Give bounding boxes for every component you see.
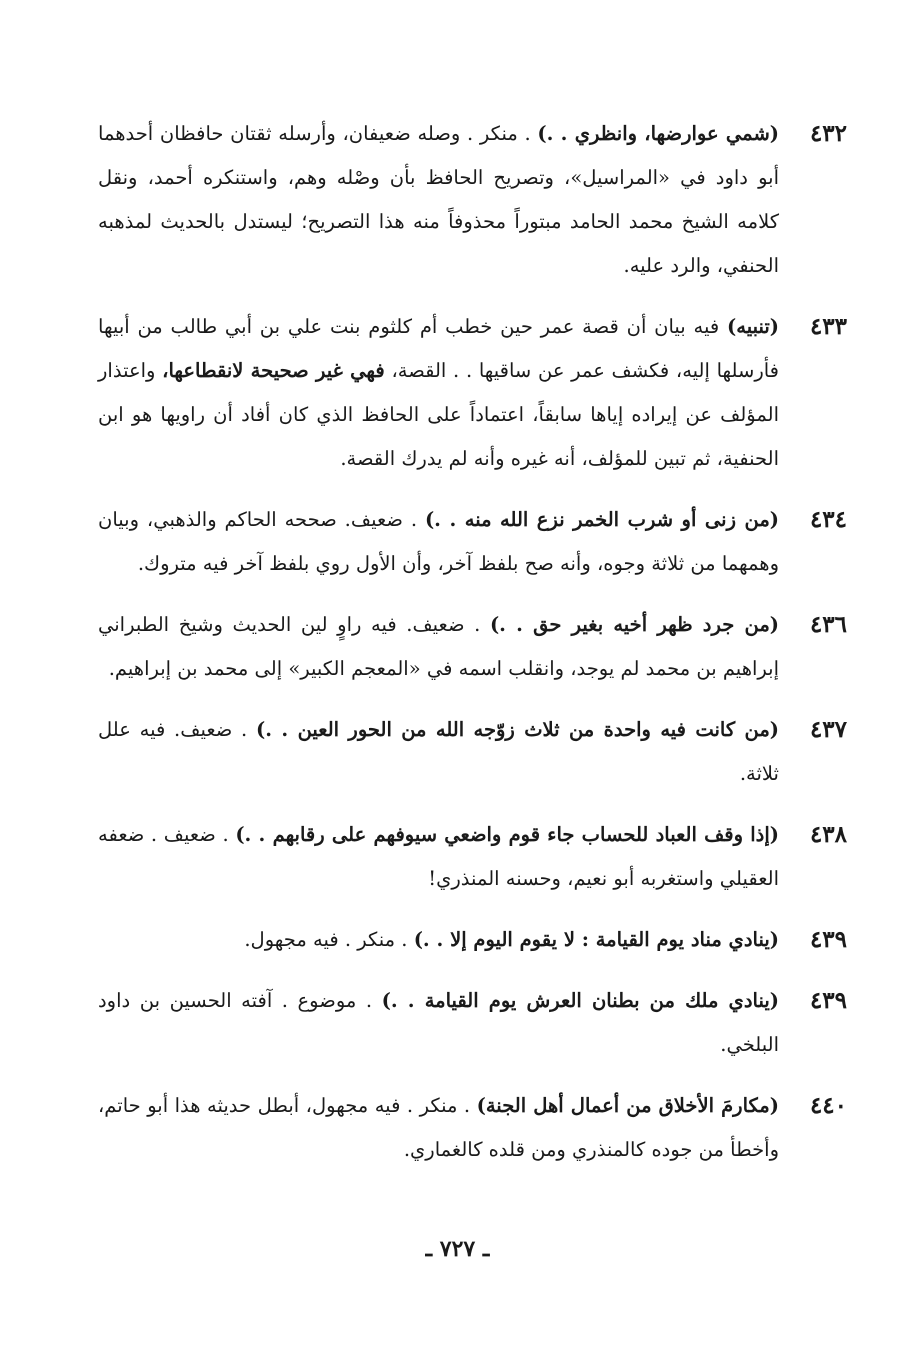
entry-text: [98, 918, 779, 962]
hadith-title: (إذا وقف العباد للحساب جاء قوم واضعي سيوفهم على رقابهم . .): [235, 823, 780, 846]
entry-body: . منكر . فيه مجهول.: [244, 928, 408, 951]
page-number: ـ ٧٢٧ ـ: [425, 1236, 490, 1262]
entry-440: [98, 1084, 847, 1172]
entry-number: ٤٣٨: [809, 821, 847, 848]
entry-text: [98, 979, 779, 1067]
entry-432: [98, 112, 847, 288]
entry-body-continued: واعتذار المؤلف عن إيراده إياها سابقاً، اعتماداً على الحافظ الذي كان أفاد أن راويها هو ابن الحنفية، ثم تبين للمؤلف، أنه غيره وأنه لم يدرك القصة.: [98, 359, 779, 470]
entry-438: [98, 813, 847, 901]
entry-439a: [98, 918, 847, 962]
page-content: [98, 112, 847, 1189]
entry-437: [98, 708, 847, 796]
hadith-title: (تنبيه): [727, 315, 780, 338]
hadith-title: (من جرد ظهر أخيه بغير حق . .): [489, 613, 779, 636]
entry-439b: [98, 979, 847, 1067]
entry-number: ٤٣٩: [809, 926, 847, 953]
entry-body: . ضعيف . ضعفه العقيلي واستغربه أبو نعيم، وحسنه المنذري!: [98, 823, 779, 890]
entry-body: . ضعيف. صححه الحاكم والذهبي، وبيان وهمهما من ثلاثة وجوه، وأنه صح بلفظ آخر، وأن الأول روي بلفظ آخر فيه متروك.: [98, 508, 779, 575]
entry-number: ٤٣٩: [809, 987, 847, 1014]
entry-text: [98, 813, 779, 901]
entry-433: [98, 305, 847, 481]
entry-body: . ضعيف. فيه راوٍ لين الحديث وشيخ الطبراني إبراهيم بن محمد لم يوجد، وانقلب اسمه في «المعجم الكبير» إلى محمد بن إبراهيم.: [98, 613, 779, 680]
entry-text: [98, 708, 779, 796]
entry-bold-phrase: فهي غير صحيحة لانقطاعها،: [162, 359, 385, 382]
hadith-title: (من كانت فيه واحدة من ثلاث زوّجه الله من الحور العين . .): [256, 718, 780, 741]
hadith-title: (مكارمَ الأخلاق من أعمال أهل الجنة): [476, 1094, 779, 1117]
entry-text: [98, 112, 779, 288]
entry-number: ٤٤٠: [809, 1092, 847, 1119]
entry-text: [98, 305, 779, 481]
entry-number: ٤٣٧: [809, 716, 847, 743]
entry-body: فيه بيان أن قصة عمر حين خطب أم كلثوم بنت علي بن أبي طالب من أبيها فأرسلها إليه، فكشف عمر عن ساقيها . . القصة،: [98, 315, 780, 382]
hadith-title: (شمي عوارضها، وانظري . .): [537, 122, 780, 145]
entry-body: . منكر . وصله ضعيفان، وأرسله ثقتان حافظان أحدهما أبو داود في «المراسيل»، وتصريح الحافظ بأن وصْله وهم، واستنكره أحمد، ونقل كلامه الشيخ محمد الحامد مبتوراً محذوفاً منه هذا التصريح؛ ليستدل بالحديث لمذهبه الحنفي، والرد عليه.: [98, 122, 779, 277]
entry-text: [98, 498, 779, 586]
entry-body: . ضعيف. فيه علل ثلاثة.: [98, 718, 779, 785]
entry-434: [98, 498, 847, 586]
entry-text: [98, 603, 779, 691]
hadith-title: (ينادي ملك من بطنان العرش يوم القيامة . .): [381, 989, 779, 1012]
entry-body: . موضوع . آفته الحسين بن داود البلخي.: [98, 989, 779, 1056]
entry-number: ٤٣٢: [809, 120, 847, 147]
hadith-title: (ينادي مناد يوم القيامة : لا يقوم اليوم إلا . .): [413, 928, 779, 951]
entry-number: ٤٣٤: [809, 506, 847, 533]
entry-body: . منكر . فيه مجهول، أبطل حديثه هذا أبو حاتم، وأخطأ من جوده كالمنذري ومن قلده كالغماري.: [98, 1094, 779, 1161]
entry-number: ٤٣٦: [809, 611, 847, 638]
entry-436: [98, 603, 847, 691]
entry-text: [98, 1084, 779, 1172]
entry-number: ٤٣٣: [809, 313, 847, 340]
hadith-title: (من زنى أو شرب الخمر نزع الله منه . .): [424, 508, 779, 531]
